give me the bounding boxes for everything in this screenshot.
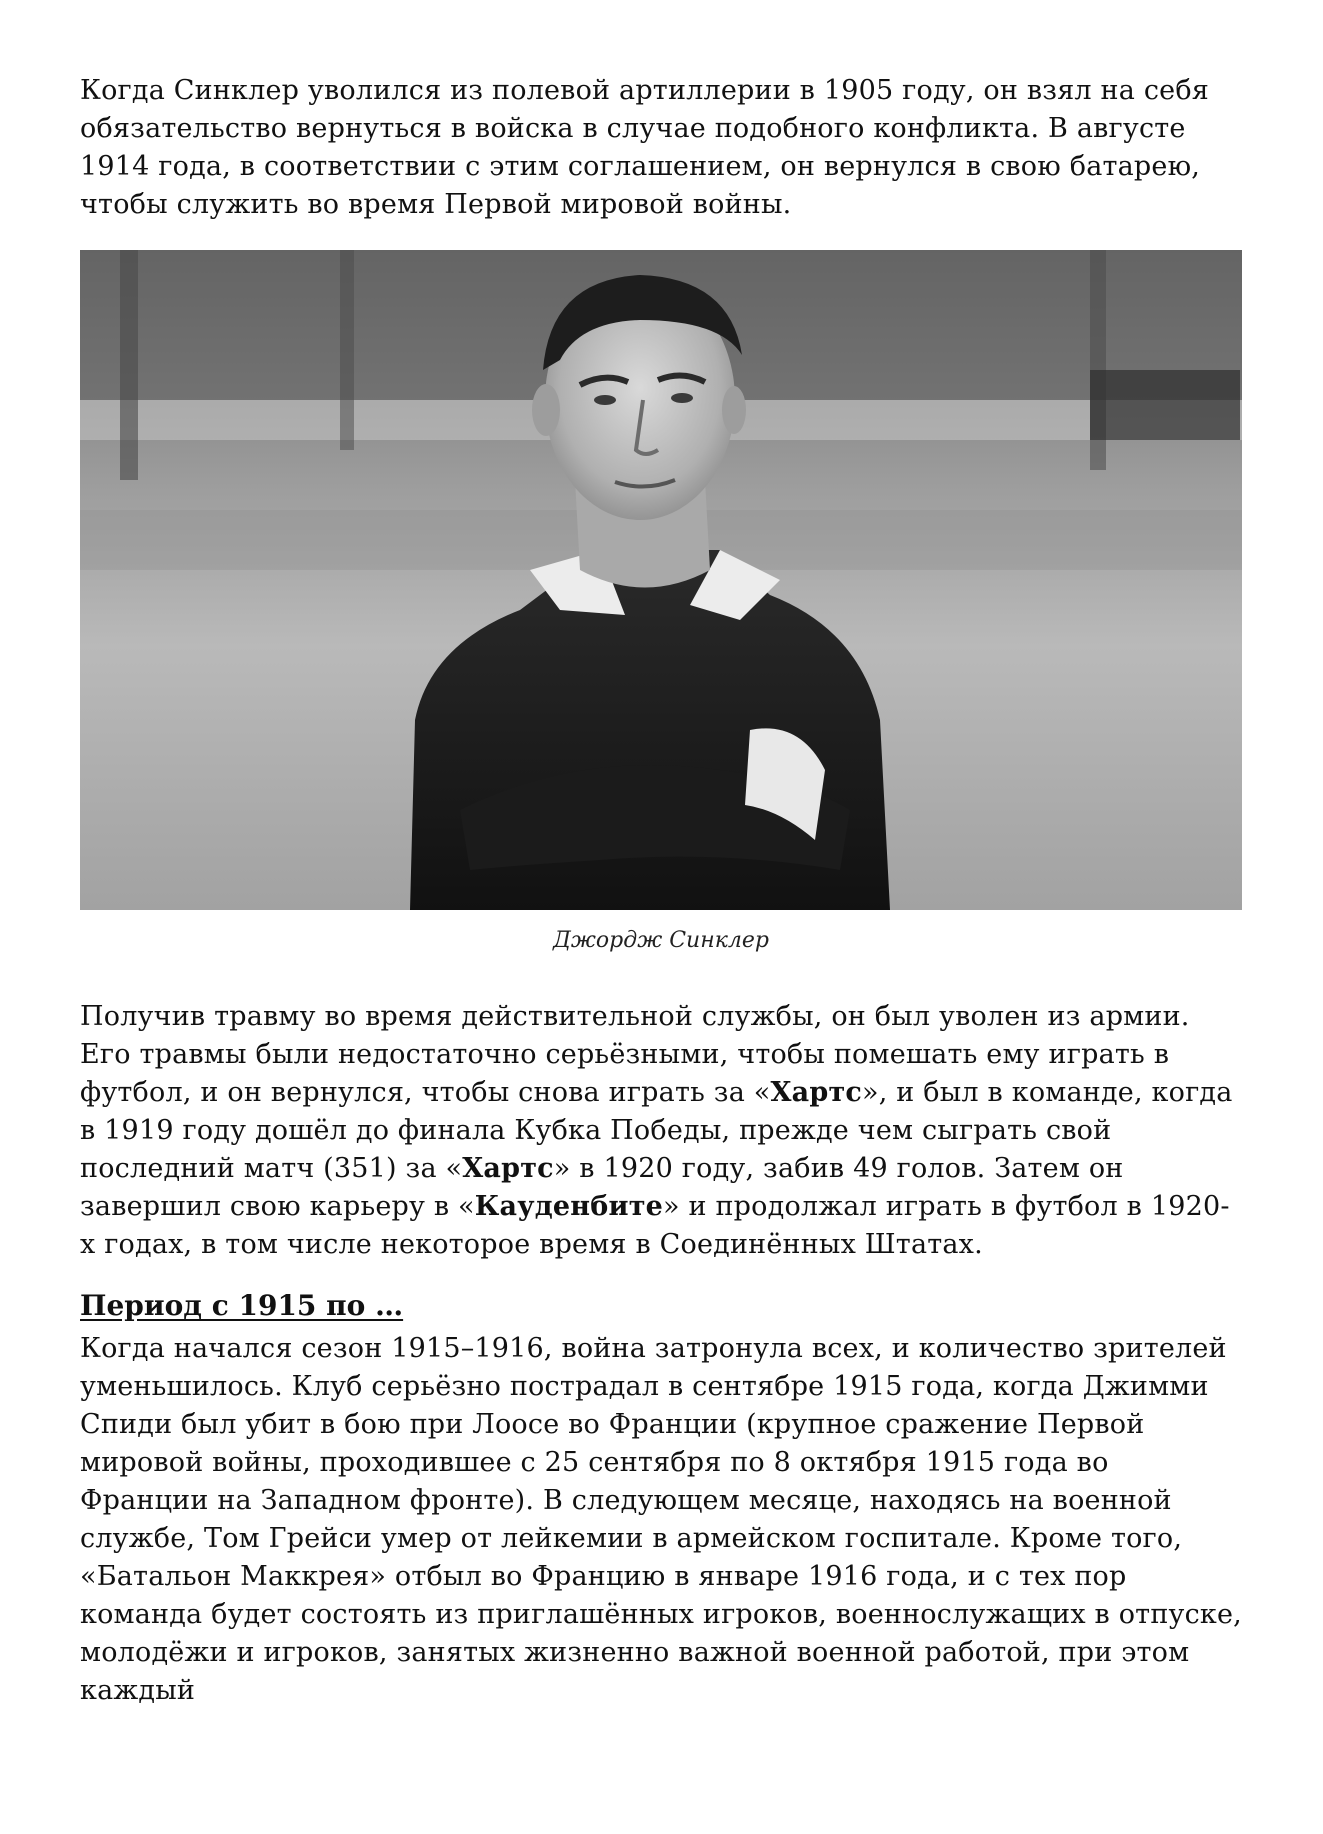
club-name-hearts-2: Хартс (462, 1153, 554, 1184)
career-text-1: Получив травму во время действительной службы, он был уволен из армии. Его травмы были недостаточно серьёзными, чтобы помешать ему играть в футбол, и он вернулся, чтобы снова играть за « (80, 1001, 1190, 1108)
document-page (80, 72, 1242, 1710)
intro-paragraph: Когда Синклер уволился из полевой артиллерии в 1905 году, он взял на себя обязательство вернуться в войска в случае подобного конфликта. В августе 1914 года, в соответствии с этим соглашением, он вернулся в свою батарею, чтобы служить во время Первой мировой войны. (80, 75, 1210, 220)
section-paragraph: Когда начался сезон 1915–1916, война затронула всех, и количество зрителей уменьшилось. Клуб серьёзно пострадал в сентябре 1915 года, когда Джимми Спиди был убит в бою при Лоосе во Франции (крупное сражение Первой мировой войны, проходившее с 25 сентября по 8 октября 1915 года во Франции на Западном фронте). В следующем месяце, находясь на военной службе, Том Грейси умер от лейкемии в армейском госпитале. Кроме того, «Батальон Маккрея» отбыл во Францию в январе 1916 года, и с тех пор команда будет состоять из приглашённых игроков, военнослужащих в отпуске, молодёжи и игроков, занятых жизненно важной военной работой, при этом каждый (80, 1333, 1242, 1706)
player-photo (80, 250, 1242, 910)
career-text-3: » в 1920 году, забив 49 голов. Затем он завершил свою карьеру в « (80, 1153, 1124, 1222)
career-text-2: », и был в команде, когда в 1919 году дошёл до финала Кубка Победы, прежде чем сыграть свой последний матч (351) за « (80, 1077, 1233, 1184)
club-name-cowdenbeath: Кауденбите (474, 1191, 663, 1222)
section-heading: Период с 1915 по … (80, 1289, 404, 1322)
club-name-hearts: Хартс (770, 1077, 863, 1108)
career-paragraph (80, 998, 1242, 1264)
career-text-4: » и продолжал играть в футбол в 1920-х годах, в том числе некоторое время в Соединённых Штатах. (80, 1191, 1230, 1260)
photo-caption: Джордж Синклер (553, 928, 769, 953)
photo-illustration (80, 250, 1242, 910)
